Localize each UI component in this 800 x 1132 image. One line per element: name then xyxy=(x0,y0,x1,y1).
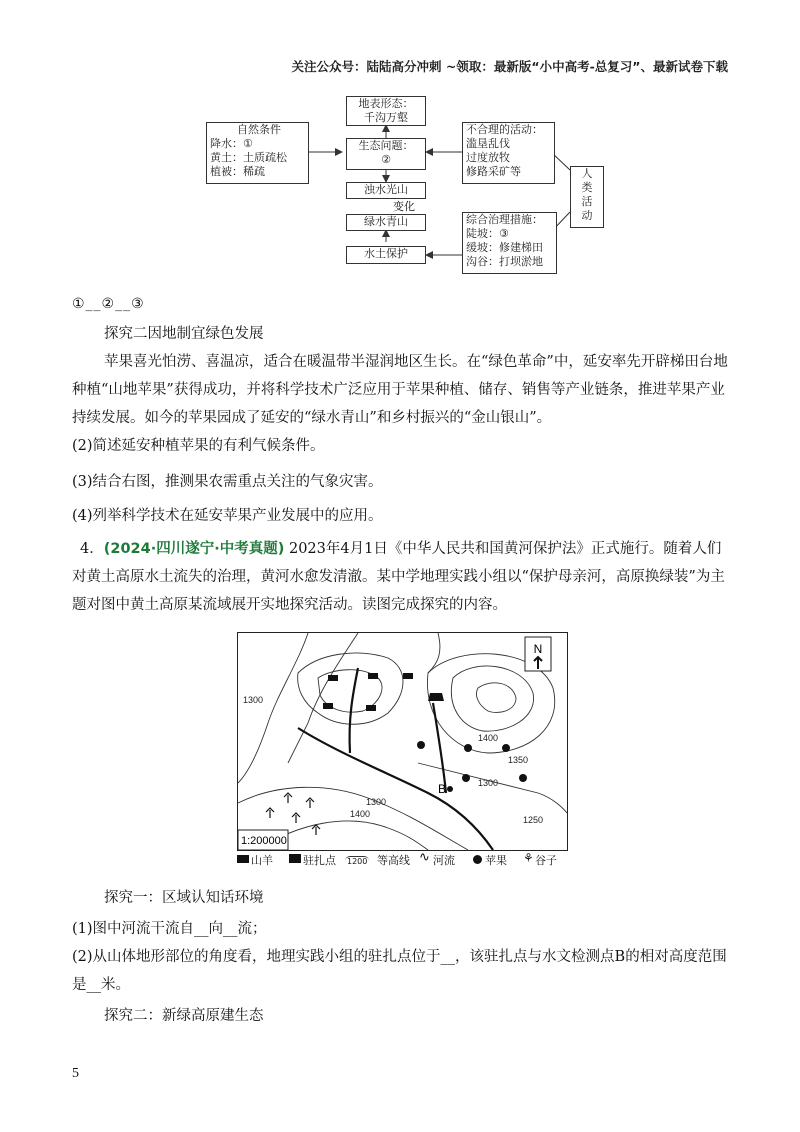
question-number: 4． xyxy=(80,541,104,557)
north-label: N xyxy=(533,642,543,656)
page-number: 5 xyxy=(72,1066,79,1081)
human-char: 类 xyxy=(581,181,593,194)
legend-sheep: 山羊 xyxy=(251,854,273,867)
landform-label: 地表形态： xyxy=(358,97,414,110)
human-char: 活 xyxy=(581,195,593,208)
apple-icon xyxy=(464,744,472,752)
soil-box: 水土保护 xyxy=(346,246,426,264)
measures-title: 综合治理措施： xyxy=(466,213,543,226)
measures-item: 沟谷：打坝淤地 xyxy=(466,255,543,268)
apple-icon xyxy=(462,774,470,782)
legend-camp: 驻扎点 xyxy=(303,854,336,867)
sheep-icons xyxy=(323,673,413,711)
millet-icon xyxy=(266,808,274,818)
measures-box xyxy=(462,212,557,274)
apple-icon xyxy=(473,855,482,864)
apple-icon xyxy=(502,744,510,752)
millet-icon xyxy=(292,813,300,823)
bad-item: 修路采矿等 xyxy=(466,165,521,178)
millet-icons xyxy=(266,793,320,835)
camp-icon xyxy=(289,854,301,863)
sheep-icon xyxy=(368,673,378,679)
murky-box: 浊水光山 xyxy=(346,182,426,199)
contour-label: 1300 xyxy=(478,778,499,788)
apple-icon xyxy=(417,741,425,749)
human-char: 动 xyxy=(581,209,593,222)
eco-label: 生态问题： xyxy=(358,139,414,152)
page-header: 关注公众号：陆陆高分冲刺 ~领取：最新版“小中高考-总复习”、最新试卷下载 xyxy=(291,59,728,74)
question-3: (3)结合右图，推测果农需重点关注的气象灾害。 xyxy=(72,474,383,490)
eco-blank: ② xyxy=(381,153,391,166)
natural-rain: 降水：① xyxy=(210,137,253,150)
section2-paragraph: 苹果喜光怕涝、喜温凉，适合在暖温带半湿润地区生长。在“绿色革命”中，延安率先开辟梯田台地种植“山地苹果”获得成功，并将科学技术广泛应用于苹果种植、储存、销售等产业链条，推进苹果产业持续发展。如今的苹果园成了延安的“绿水青山”和乡村振兴的“金山银山”。 xyxy=(72,354,728,426)
millet-icon xyxy=(312,825,320,835)
camp-icon xyxy=(428,693,444,701)
human-box xyxy=(570,166,604,228)
question-4-intro xyxy=(72,535,730,619)
flowchart xyxy=(200,92,620,276)
legend-millet: 谷子 xyxy=(535,854,557,867)
green-box: 绿水青山 xyxy=(346,214,426,231)
millet-icon xyxy=(306,798,314,808)
scale-label: 1:200000 xyxy=(241,835,287,847)
landform-box xyxy=(346,96,426,126)
question-source: (2024·四川遂宁·中考真题) xyxy=(103,541,285,557)
contour-label: 1400 xyxy=(350,809,371,819)
natural-vegetation: 植被：稀疏 xyxy=(210,165,265,178)
natural-loess: 黄土：土质疏松 xyxy=(210,151,287,164)
human-char: 人 xyxy=(581,167,593,180)
point-b-marker xyxy=(447,786,453,792)
question-4: (4)列举科学技术在延安苹果产业发展中的应用。 xyxy=(72,508,383,524)
legend-apple: 苹果 xyxy=(485,854,507,867)
contour-label: 1400 xyxy=(478,733,499,743)
sheep-icon xyxy=(366,705,376,711)
contour-label: 1350 xyxy=(508,755,529,765)
map-drawing xyxy=(238,633,567,850)
section2-title: 探究二因地制宜绿色发展 xyxy=(104,326,264,342)
sheep-icon xyxy=(328,675,338,681)
change-label: 变化 xyxy=(393,200,415,213)
bad-item: 过度放牧 xyxy=(466,151,510,164)
legend-river: 河流 xyxy=(433,854,455,867)
contour-label: 1250 xyxy=(523,815,544,825)
sheep-icon xyxy=(403,673,413,679)
river-icon: ∿ xyxy=(419,850,430,865)
bad-item: 滥垦乱伐 xyxy=(466,137,510,150)
measures-item: 缓坡：修建梯田 xyxy=(466,241,543,254)
landform-value: 千沟万壑 xyxy=(364,111,408,124)
explore1-question-1: (1)图中河流干流自__向__流； xyxy=(72,921,267,937)
contour-label: 1300 xyxy=(243,695,264,705)
question-2: (2)简述延安种植苹果的有利气候条件。 xyxy=(72,438,325,454)
map-legend xyxy=(237,852,577,872)
answer-blanks: ①__②__③ xyxy=(72,296,145,312)
natural-box xyxy=(206,122,309,184)
legend-contour: 等高线 xyxy=(377,854,410,867)
bad-activity-box xyxy=(462,122,555,184)
apple-icon xyxy=(519,774,527,782)
contour-label: 1300 xyxy=(366,797,387,807)
millet-icon xyxy=(284,793,292,803)
question-text: 2023年4月1日《中华人民共和国黄河保护法》正式施行。随着人们对黄土高原水土流失的治理，黄河水愈发清澈。某中学地理实践小组以“保护母亲河，高原换绿装”为主题对图中黄土高原某流域展开实地探究活动。读图完成探究的内容。 xyxy=(72,541,725,613)
eco-box xyxy=(346,138,426,170)
legend-contour-value: 1200 xyxy=(347,857,368,866)
topographic-map xyxy=(237,632,568,851)
point-b-label: B xyxy=(438,782,447,796)
bad-title: 不合理的活动： xyxy=(466,123,543,136)
explore2-title: 探究二：新绿高原建生态 xyxy=(104,1008,264,1024)
millet-icon: ⚘ xyxy=(523,851,534,865)
measures-item: 陡坡：③ xyxy=(466,227,509,240)
sheep-icon xyxy=(237,855,249,863)
natural-title: 自然条件 xyxy=(237,123,281,136)
explore1-title: 探究一：区域认知话环境 xyxy=(104,890,264,906)
explore1-question-2: (2)从山体地形部位的角度看，地理实践小组的驻扎点位于__，该驻扎点与水文检测点B的相对高度范围是__米。 xyxy=(72,949,727,993)
sheep-icon xyxy=(323,703,333,709)
